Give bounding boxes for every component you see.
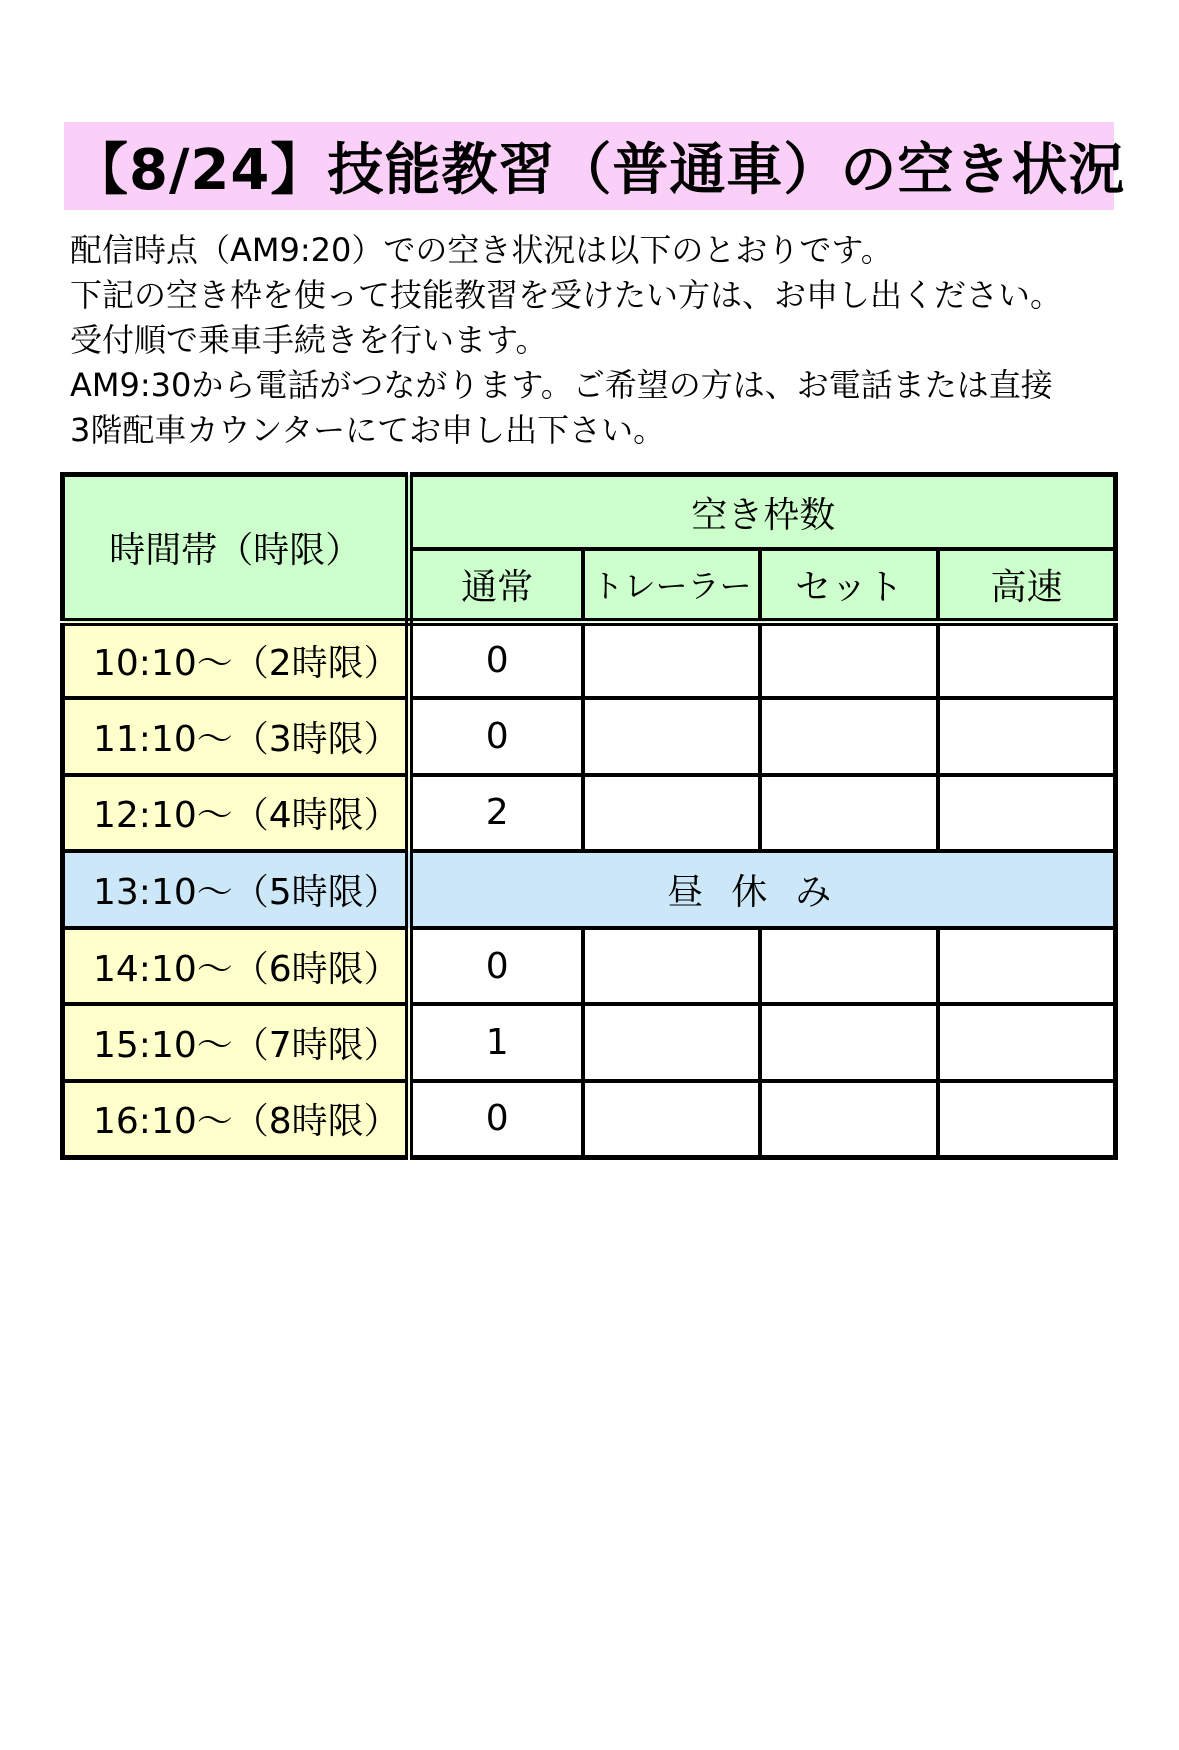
notice-line: 受付順で乗車手続きを行います。	[70, 321, 548, 359]
table-row-lunch	[63, 851, 1116, 928]
normal-count-cell: 0	[409, 622, 582, 699]
set-cell	[760, 622, 938, 699]
set-cell	[760, 698, 938, 775]
time-slot-cell: 13:10～（5時限）	[63, 851, 410, 928]
table-row	[63, 1004, 1116, 1081]
notice-line: 配信時点（AM9:20）での空き状況は以下のとおりです。	[70, 231, 893, 269]
highway-cell	[938, 775, 1116, 852]
table-row	[63, 622, 1116, 699]
set-cell	[760, 1004, 938, 1081]
trailer-cell	[583, 698, 761, 775]
normal-count-cell: 0	[409, 928, 582, 1005]
set-cell	[760, 928, 938, 1005]
notice-line: 下記の空き枠を使って技能教習を受けたい方は、お申し出ください。	[70, 276, 1063, 314]
highway-cell	[938, 928, 1116, 1005]
trailer-cell	[583, 622, 761, 699]
highway-cell	[938, 622, 1116, 699]
header-col-normal: 通常	[409, 549, 582, 622]
title-banner	[64, 122, 1126, 210]
normal-count-cell: 2	[409, 775, 582, 852]
time-slot-cell: 10:10～（2時限）	[63, 622, 410, 699]
time-slot-cell: 12:10～（4時限）	[63, 775, 410, 852]
header-col-set: セット	[760, 549, 938, 622]
table-row	[63, 775, 1116, 852]
notice-line: 3階配車カウンターにてお申し出下さい。	[70, 411, 666, 449]
time-slot-cell: 14:10～（6時限）	[63, 928, 410, 1005]
time-slot-cell: 15:10～（7時限）	[63, 1004, 410, 1081]
lunch-break-cell: 昼休み	[409, 851, 1115, 928]
normal-count-cell: 0	[409, 1081, 582, 1158]
header-available-slots: 空き枠数	[409, 475, 1115, 550]
header-time-slot: 時間帯（時限）	[63, 475, 410, 622]
normal-count-cell: 1	[409, 1004, 582, 1081]
notice-text	[70, 228, 1130, 453]
header-col-trailer: トレーラー	[583, 549, 761, 622]
table-row	[63, 698, 1116, 775]
highway-cell	[938, 698, 1116, 775]
highway-cell	[938, 1081, 1116, 1158]
table-row	[63, 928, 1116, 1005]
trailer-cell	[583, 928, 761, 1005]
time-slot-cell: 16:10～（8時限）	[63, 1081, 410, 1158]
trailer-cell	[583, 775, 761, 852]
notice-line: AM9:30から電話がつながります。ご希望の方は、お電話または直接	[70, 366, 1053, 404]
trailer-cell	[583, 1004, 761, 1081]
trailer-cell	[583, 1081, 761, 1158]
normal-count-cell: 0	[409, 698, 582, 775]
highway-cell	[938, 1004, 1116, 1081]
page-title: 【8/24】技能教習（普通車）の空き状況	[72, 138, 1126, 203]
availability-table	[60, 472, 1118, 1160]
time-slot-cell: 11:10～（3時限）	[63, 698, 410, 775]
table-row	[63, 1081, 1116, 1158]
set-cell	[760, 775, 938, 852]
set-cell	[760, 1081, 938, 1158]
header-col-highway: 高速	[938, 549, 1116, 622]
